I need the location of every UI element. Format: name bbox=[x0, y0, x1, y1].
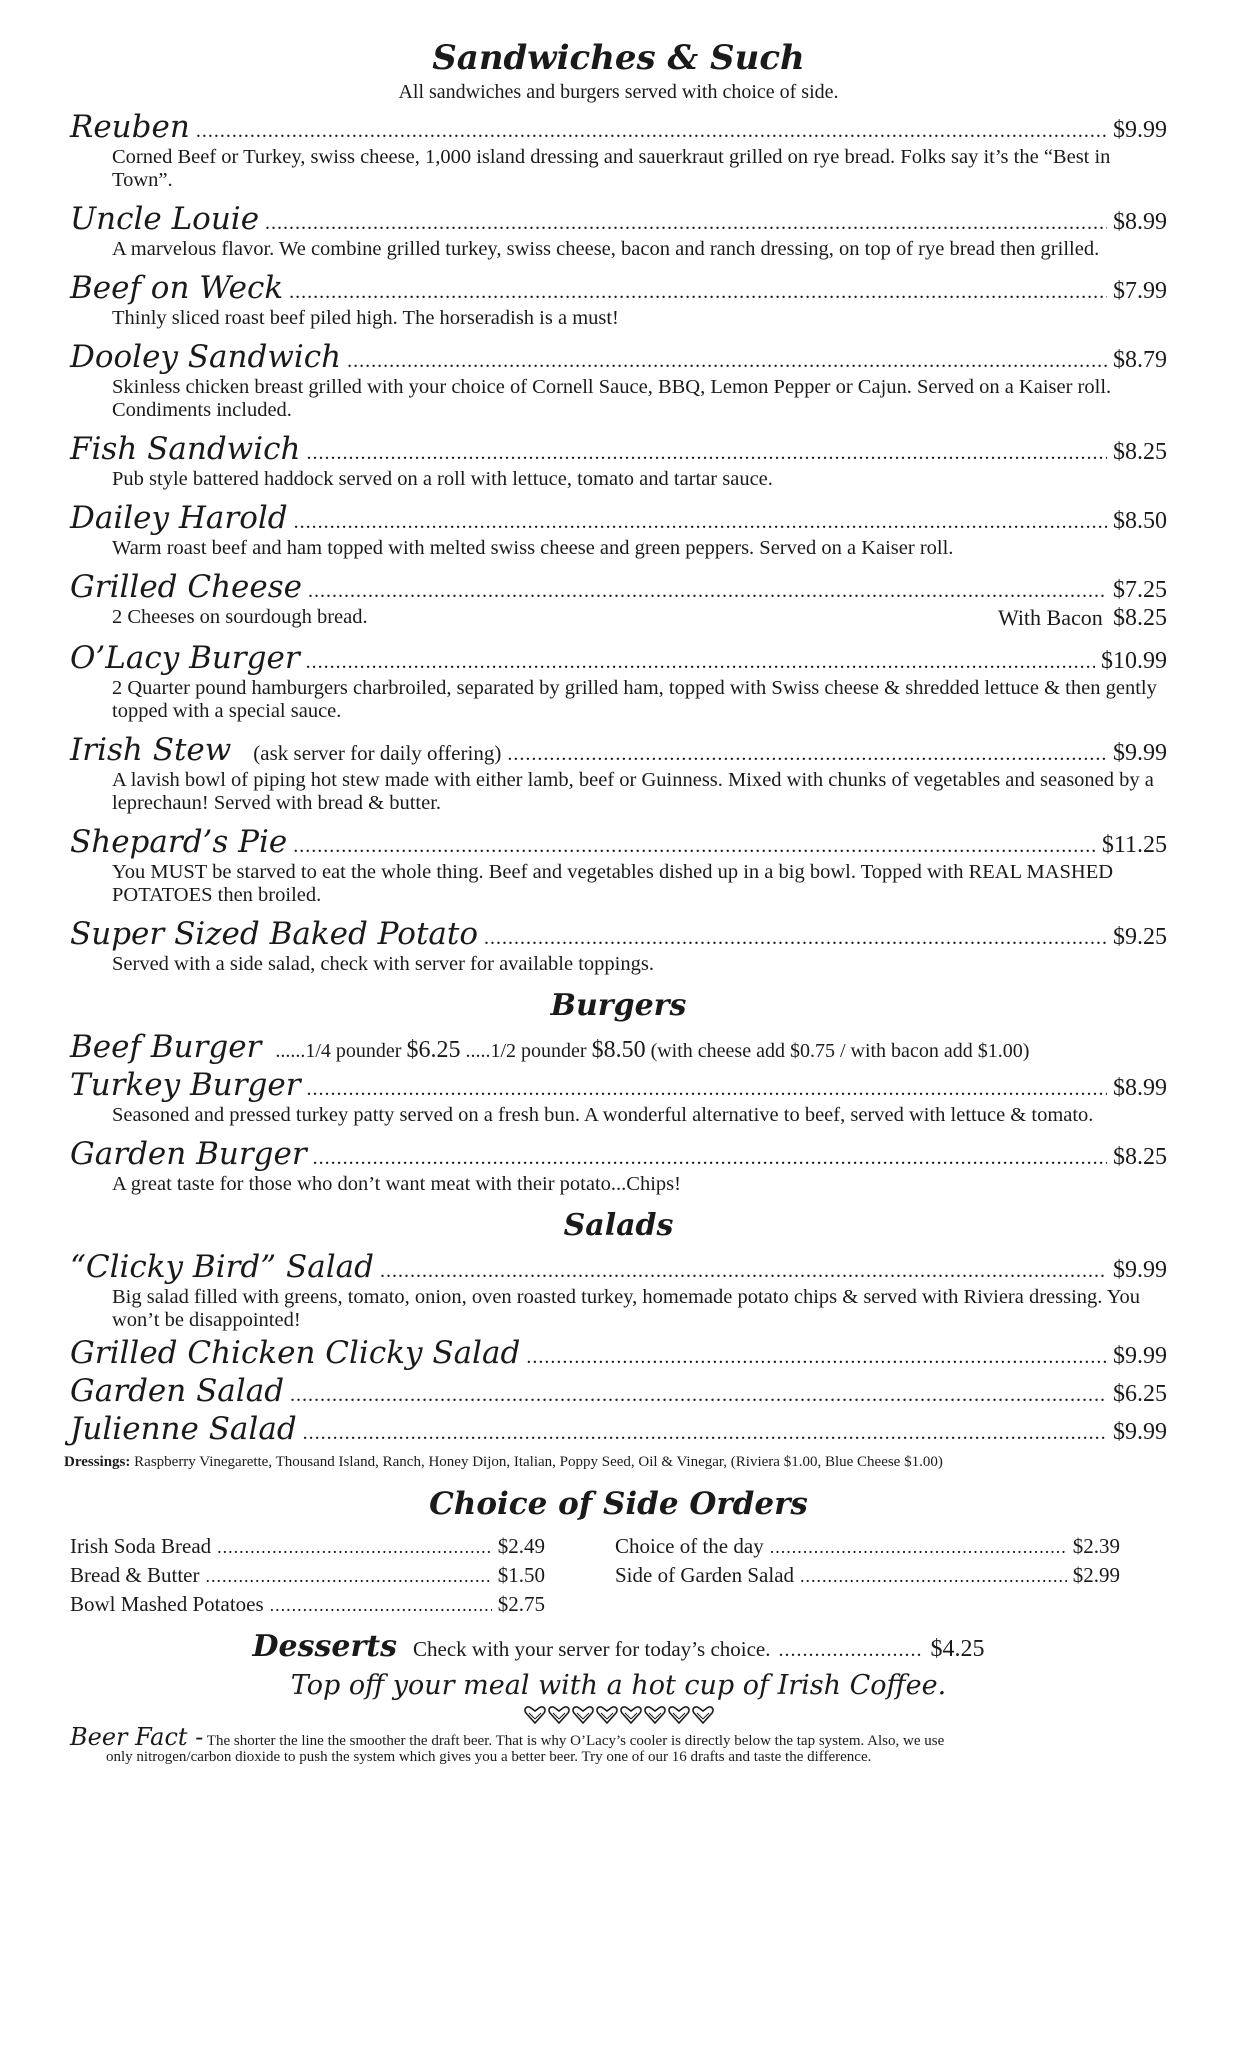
item-name: Beef Burger bbox=[70, 1029, 262, 1065]
item-description: You MUST be starved to eat the whole thing. Beef and vegetables dished up in a big bowl. Topped with REAL MASHED POTATOES then broiled. bbox=[112, 861, 1114, 906]
bacon-option-price: $8.25 bbox=[1113, 605, 1167, 631]
dot-leader bbox=[800, 1562, 1067, 1590]
item-price: $8.99 bbox=[1113, 209, 1167, 235]
item-description: 2 Cheeses on sourdough bread. bbox=[112, 606, 368, 628]
heart-icon bbox=[572, 1706, 594, 1724]
desserts-description: Check with your server for today’s choice. bbox=[413, 1637, 771, 1661]
item-name: Irish Stew bbox=[70, 732, 232, 768]
menu-item-grilled-cheese bbox=[70, 568, 1167, 631]
item-description: 2 Quarter pound hamburgers charbroiled, separated by grilled ham, topped with Swiss cheese & shredded lettuce & then gently topped with a special sauce. bbox=[112, 677, 1157, 722]
item-name: O’Lacy Burger bbox=[70, 640, 300, 676]
item-price: $8.50 bbox=[1113, 508, 1167, 534]
item-name: Garden Salad bbox=[70, 1373, 285, 1409]
sandwiches-subtitle: All sandwiches and burgers served with choice of side. bbox=[398, 81, 839, 103]
item-price: $10.99 bbox=[1101, 648, 1167, 674]
item-name: “Clicky Bird” Salad bbox=[70, 1249, 374, 1285]
dot-leader bbox=[265, 212, 1107, 235]
beer-fact-title: Beer Fact - bbox=[70, 1723, 204, 1751]
menu-item-dailey-harold bbox=[70, 499, 1167, 560]
dot-leader: ........................ bbox=[778, 1639, 923, 1661]
beer-fact bbox=[70, 1723, 1167, 1766]
heart-icon bbox=[524, 1706, 546, 1724]
dot-leader bbox=[289, 281, 1107, 304]
item-description: A marvelous flavor. We combine grilled turkey, swiss cheese, bacon and ranch dressing, on top of rye bread then grilled. bbox=[112, 238, 1100, 260]
dot-leader bbox=[770, 1533, 1067, 1561]
side-item-bread-butter bbox=[70, 1561, 545, 1590]
dot-leader bbox=[308, 580, 1107, 603]
item-description: Seasoned and pressed turkey patty served on a fresh bun. A wonderful alternative to beef, served with lettuce & tomato. bbox=[112, 1104, 1094, 1126]
side-item-choice-of-day bbox=[615, 1532, 1120, 1561]
item-price: $9.99 bbox=[1113, 1257, 1167, 1283]
dot-leader bbox=[526, 1346, 1107, 1369]
item-price: $8.99 bbox=[1113, 1075, 1167, 1101]
item-price: $7.99 bbox=[1113, 278, 1167, 304]
item-description: Thinly sliced roast beef piled high. The horseradish is a must! bbox=[112, 307, 619, 329]
item-price: $8.25 bbox=[1113, 439, 1167, 465]
heart-icon bbox=[692, 1706, 714, 1724]
dot-leader bbox=[307, 1078, 1107, 1101]
bacon-option bbox=[998, 606, 1167, 631]
beef-burger-options bbox=[275, 1037, 1029, 1064]
menu-item-uncle-louie bbox=[70, 200, 1167, 261]
item-name: Beef on Weck bbox=[70, 270, 284, 306]
item-price: $11.25 bbox=[1101, 832, 1167, 858]
menu-item-beef-on-weck bbox=[70, 269, 1167, 330]
item-price: $9.99 bbox=[1113, 740, 1167, 766]
item-description: Big salad filled with greens, tomato, onion, oven roasted turkey, homemade potato chips & served with Riviera dressing. You won’t be disappointed! bbox=[112, 1286, 1141, 1331]
item-name: Super Sized Baked Potato bbox=[70, 916, 479, 952]
menu-item-grilled-chicken-clicky-salad bbox=[70, 1334, 1167, 1372]
dot-leader bbox=[293, 835, 1096, 858]
item-note: (ask server for daily offering) bbox=[253, 741, 502, 765]
side-item-irish-soda-bread bbox=[70, 1532, 545, 1561]
menu-item-beef-burger bbox=[70, 1028, 1167, 1066]
burgers-list bbox=[70, 1028, 1167, 1196]
menu-item-clicky-bird-salad bbox=[70, 1248, 1167, 1332]
sides-right-column bbox=[615, 1532, 1120, 1619]
sides-title: Choice of Side Orders bbox=[429, 1486, 808, 1522]
dot-leader bbox=[347, 350, 1107, 373]
heart-icon bbox=[596, 1706, 618, 1724]
dot-leader bbox=[507, 743, 1107, 766]
item-name: Dailey Harold bbox=[70, 500, 288, 536]
item-description: A lavish bowl of piping hot stew made with either lamb, beef or Guinness. Mixed with chunks of vegetables and seasoned by a leprechaun! Served with bread & butter. bbox=[112, 769, 1154, 814]
item-name: Grilled Cheese bbox=[70, 569, 303, 605]
sides-left-column bbox=[70, 1532, 545, 1619]
item-name: Shepard’s Pie bbox=[70, 824, 288, 860]
dot-leader bbox=[205, 1562, 491, 1590]
item-description: Pub style battered haddock served on a roll with lettuce, tomato and tartar sauce. bbox=[112, 468, 773, 490]
item-price: $9.99 bbox=[1113, 117, 1167, 143]
sandwiches-list bbox=[70, 108, 1167, 976]
item-description: A great taste for those who don’t want meat with their potato...Chips! bbox=[112, 1173, 681, 1195]
dressings-line bbox=[64, 1452, 1167, 1472]
menu-item-julienne-salad bbox=[70, 1410, 1167, 1448]
menu-item-reuben bbox=[70, 108, 1167, 192]
menu-item-olacy-burger bbox=[70, 639, 1167, 723]
salads-list bbox=[64, 1248, 1167, 1472]
side-name: Bowl Mashed Potatoes bbox=[70, 1592, 264, 1616]
item-name: Garden Burger bbox=[70, 1136, 307, 1172]
dot-leader bbox=[380, 1260, 1107, 1283]
bacon-option-label: With Bacon bbox=[997, 605, 1103, 630]
item-price: $8.25 bbox=[1113, 1144, 1167, 1170]
beer-fact-text-2: only nitrogen/carbon dioxide to push the system which gives you a better beer. Try one of our 16 drafts and taste the difference. bbox=[106, 1749, 872, 1765]
menu-item-garden-salad bbox=[70, 1372, 1167, 1410]
sandwiches-title: Sandwiches & Such bbox=[432, 38, 805, 78]
dot-leader bbox=[484, 927, 1107, 950]
dot-leader bbox=[303, 1422, 1107, 1445]
dot-leader bbox=[306, 651, 1095, 674]
item-name: Reuben bbox=[70, 109, 190, 145]
menu-item-shepards-pie bbox=[70, 823, 1167, 907]
side-item-garden-salad bbox=[615, 1561, 1120, 1590]
addons-note: (with cheese add $0.75 / with bacon add $1.00) bbox=[650, 1040, 1030, 1062]
dot-leader bbox=[290, 1384, 1107, 1407]
side-name: Choice of the day bbox=[615, 1534, 764, 1558]
menu-item-irish-stew bbox=[70, 731, 1167, 815]
side-price: $1.50 bbox=[497, 1563, 545, 1587]
item-name: Grilled Chicken Clicky Salad bbox=[70, 1335, 521, 1371]
dot-leader bbox=[306, 442, 1107, 465]
desserts-price: $4.25 bbox=[930, 1636, 985, 1662]
dot-leader bbox=[196, 120, 1107, 143]
item-price: $6.25 bbox=[1113, 1381, 1167, 1407]
dot-leader bbox=[294, 511, 1107, 534]
menu-item-fish-sandwich bbox=[70, 430, 1167, 491]
quarter-pounder-price: $6.25 bbox=[406, 1037, 461, 1063]
menu-item-turkey-burger bbox=[70, 1066, 1167, 1127]
heart-divider bbox=[70, 1706, 1167, 1724]
item-description: Skinless chicken breast grilled with your choice of Cornell Sauce, BBQ, Lemon Pepper or Cajun. Served on a Kaiser roll. Condiments included. bbox=[112, 376, 1112, 421]
dot-leader bbox=[313, 1147, 1107, 1170]
heart-icon bbox=[644, 1706, 666, 1724]
side-item-mashed-potatoes bbox=[70, 1590, 545, 1619]
item-name: Turkey Burger bbox=[70, 1067, 301, 1103]
item-name: Dooley Sandwich bbox=[70, 339, 342, 375]
item-name: Julienne Salad bbox=[70, 1411, 297, 1447]
side-price: $2.99 bbox=[1072, 1563, 1120, 1587]
irish-coffee-line: Top off your meal with a hot cup of Irish Coffee. bbox=[290, 1670, 947, 1701]
menu-item-dooley-sandwich bbox=[70, 338, 1167, 422]
item-name: Fish Sandwich bbox=[70, 431, 301, 467]
half-pounder-label: .....1/2 pounder bbox=[465, 1040, 587, 1062]
item-name: Uncle Louie bbox=[70, 201, 260, 237]
item-price: $9.25 bbox=[1113, 924, 1167, 950]
dot-leader bbox=[270, 1591, 492, 1619]
side-price: $2.75 bbox=[497, 1592, 545, 1616]
half-pounder-price: $8.50 bbox=[591, 1037, 646, 1063]
burgers-title: Burgers bbox=[550, 988, 687, 1023]
item-price: $9.99 bbox=[1113, 1343, 1167, 1369]
item-price: $8.79 bbox=[1113, 347, 1167, 373]
item-description: Served with a side salad, check with server for available toppings. bbox=[112, 953, 654, 975]
side-price: $2.49 bbox=[497, 1534, 545, 1558]
dressings-label: Dressings: bbox=[64, 1454, 131, 1470]
side-name: Irish Soda Bread bbox=[70, 1534, 212, 1558]
desserts-title: Desserts bbox=[252, 1629, 398, 1664]
menu-item-baked-potato bbox=[70, 915, 1167, 976]
menu-item-garden-burger bbox=[70, 1135, 1167, 1196]
item-description: Corned Beef or Turkey, swiss cheese, 1,000 island dressing and sauerkraut grilled on rye bread. Folks say it’s the “Best in Town”. bbox=[112, 146, 1111, 191]
item-price: $9.99 bbox=[1113, 1419, 1167, 1445]
heart-icon bbox=[548, 1706, 570, 1724]
item-price: $7.25 bbox=[1113, 577, 1167, 603]
desserts-line bbox=[70, 1629, 1167, 1664]
side-price: $2.39 bbox=[1072, 1534, 1120, 1558]
dot-leader bbox=[217, 1533, 492, 1561]
sides-columns bbox=[70, 1532, 1167, 1619]
heart-icon bbox=[620, 1706, 642, 1724]
heart-icon bbox=[668, 1706, 690, 1724]
salads-title: Salads bbox=[563, 1208, 674, 1243]
item-description: Warm roast beef and ham topped with melted swiss cheese and green peppers. Served on a Kaiser roll. bbox=[112, 537, 954, 559]
quarter-pounder-label: ......1/4 pounder bbox=[275, 1040, 402, 1062]
dressings-list: Raspberry Vinegarette, Thousand Island, Ranch, Honey Dijon, Italian, Poppy Seed, Oil & Vinegar, (Riviera $1.00, Blue Cheese $1.00) bbox=[134, 1454, 943, 1470]
side-name: Bread & Butter bbox=[70, 1563, 200, 1587]
side-name: Side of Garden Salad bbox=[615, 1563, 795, 1587]
beer-fact-text-1: The shorter the line the smoother the draft beer. That is why O’Lacy’s cooler is directly below the tap system. Also, we use bbox=[206, 1733, 945, 1749]
